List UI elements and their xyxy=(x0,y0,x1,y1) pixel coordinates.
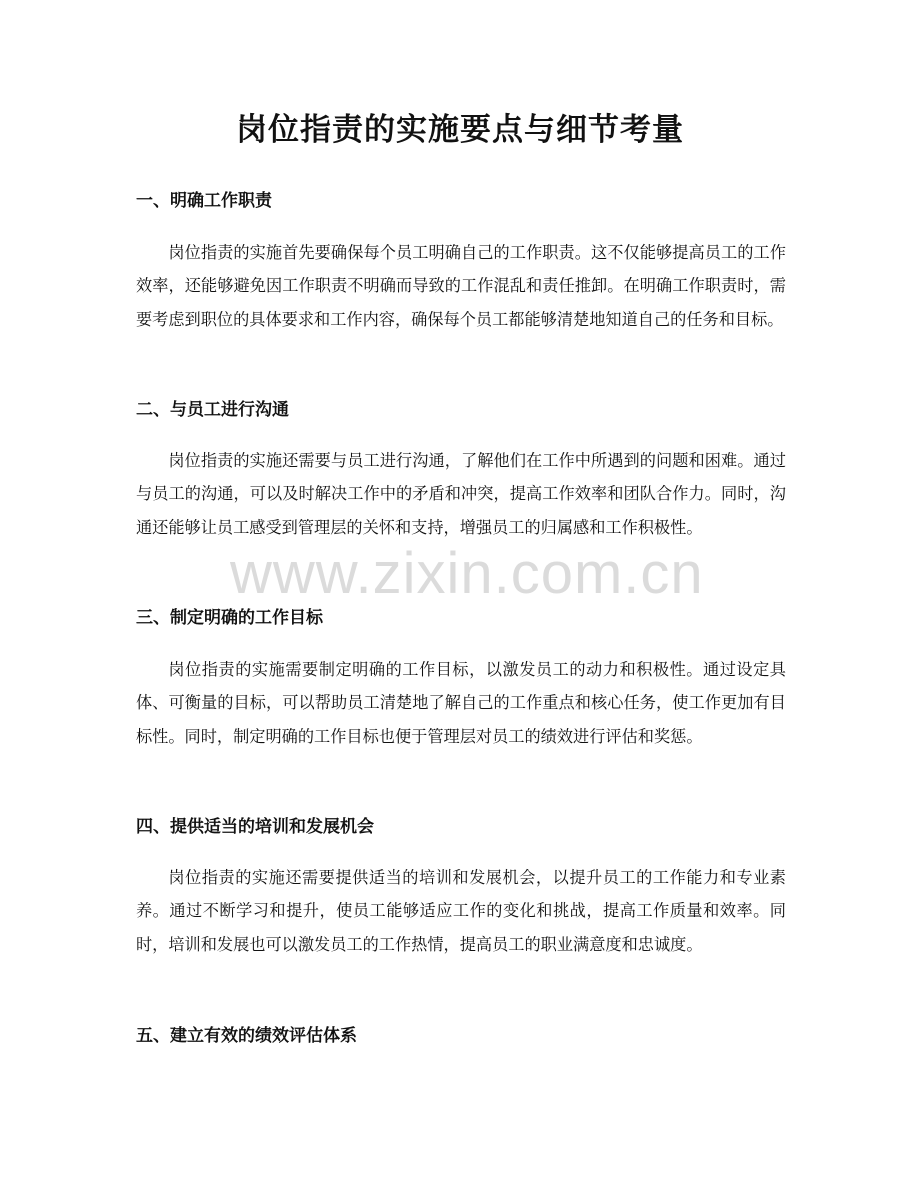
page-title: 岗位指责的实施要点与细节考量 xyxy=(236,112,684,148)
section-heading-5: 五、建立有效的绩效评估体系 xyxy=(136,1026,357,1046)
section-paragraph-3: 岗位指责的实施需要制定明确的工作目标，以激发员工的动力和积极性。通过设定具体、可衡量的目标，可以帮助员工清楚地了解自己的工作重点和核心任务，使工作更加有目标性。同时，制定明确的工作目标也便于管理层对员工的绩效进行评估和奖惩。 xyxy=(136,660,786,746)
section-heading-4: 四、提供适当的培训和发展机会 xyxy=(136,817,374,837)
watermark-text: www.zixin.com.cn xyxy=(230,541,704,606)
section-heading-1: 一、明确工作职责 xyxy=(136,191,272,211)
section-heading-3: 三、制定明确的工作目标 xyxy=(136,608,323,628)
section-paragraph-4: 岗位指责的实施还需要提供适当的培训和发展机会，以提升员工的工作能力和专业素养。通过不断学习和提升，使员工能够适应工作的变化和挑战，提高工作质量和效率。同时，培训和发展也可以激发员工的工作热情，提高员工的职业满意度和忠诚度。 xyxy=(136,868,786,954)
section-heading-2: 二、与员工进行沟通 xyxy=(136,400,289,420)
section-paragraph-1: 岗位指责的实施首先要确保每个员工明确自己的工作职责。这不仅能够提高员工的工作效率，还能够避免因工作职责不明确而导致的工作混乱和责任推卸。在明确工作职责时，需要考虑到职位的具体要求和工作内容，确保每个员工都能够清楚地知道自己的任务和目标。 xyxy=(136,243,786,329)
section-paragraph-2: 岗位指责的实施还需要与员工进行沟通，了解他们在工作中所遇到的问题和困难。通过与员工的沟通，可以及时解决工作中的矛盾和冲突，提高工作效率和团队合作力。同时，沟通还能够让员工感受到管理层的关怀和支持，增强员工的归属感和工作积极性。 xyxy=(136,451,786,537)
